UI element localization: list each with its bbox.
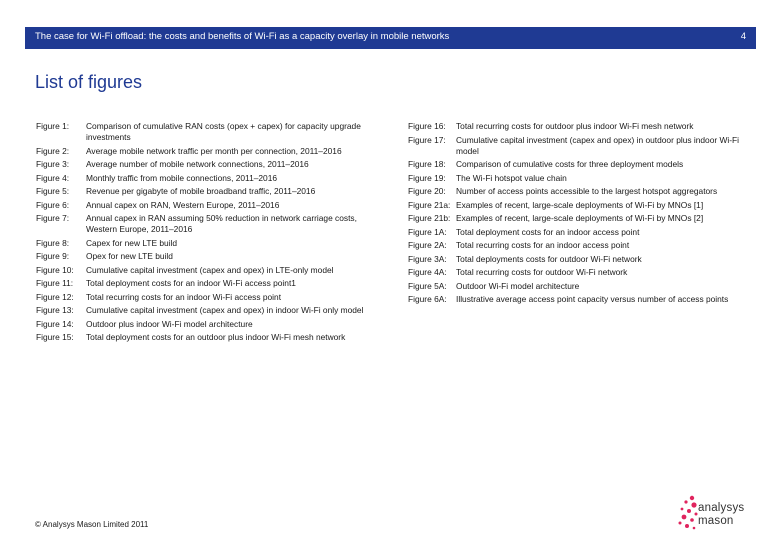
figures-list-right xyxy=(408,121,748,308)
figure-entry xyxy=(408,254,748,265)
figure-entry xyxy=(36,186,386,197)
figure-label: Figure 20: xyxy=(408,186,446,196)
figure-caption: Average number of mobile network connections, 2011–2016 xyxy=(86,159,309,169)
figure-label: Figure 13: xyxy=(36,305,74,315)
page-number: 4 xyxy=(740,31,746,42)
figure-label: Figure 19: xyxy=(408,172,446,183)
figure-label: Figure 3: xyxy=(36,159,70,169)
figure-caption: Total recurring costs for outdoor Wi-Fi network xyxy=(456,267,628,277)
figure-entry xyxy=(36,121,386,143)
figure-entry xyxy=(36,159,386,170)
figure-caption: Cumulative capital investment (capex and opex) in outdoor plus indoor Wi-Fi model xyxy=(456,134,740,156)
figure-label: Figure 6A: xyxy=(408,294,447,304)
figure-entry xyxy=(408,294,748,305)
figure-entry xyxy=(36,292,386,303)
figure-entry xyxy=(36,278,386,289)
figure-caption: The Wi-Fi hotspot value chain xyxy=(456,172,567,183)
figure-caption: Total deployments costs for outdoor Wi-Fi network xyxy=(456,253,642,264)
figure-entry xyxy=(408,135,748,157)
figure-caption: Capex for new LTE build xyxy=(86,237,178,248)
figure-caption: Total recurring costs for an indoor access point xyxy=(456,240,630,250)
figure-label: Figure 21a: xyxy=(408,199,451,210)
figure-entry xyxy=(36,265,386,276)
figure-label: Figure 4: xyxy=(36,172,70,183)
logo-word-mason: mason xyxy=(698,515,734,527)
figure-entry xyxy=(408,159,748,170)
figure-label: Figure 17: xyxy=(408,134,446,145)
figure-caption: Total deployment costs for an outdoor plus indoor Wi-Fi mesh network xyxy=(86,332,346,342)
figure-entry xyxy=(36,332,386,343)
logo-word-analysys: analysys xyxy=(698,502,745,514)
figure-label: Figure 5: xyxy=(36,186,70,196)
figure-entry xyxy=(36,173,386,184)
figure-entry xyxy=(36,200,386,211)
figure-label: Figure 16: xyxy=(408,121,446,131)
figure-entry xyxy=(408,227,748,238)
figure-label: Figure 11: xyxy=(36,278,74,288)
figure-label: Figure 9: xyxy=(36,251,70,261)
figure-entry xyxy=(36,251,386,262)
figure-entry xyxy=(408,281,748,292)
figure-caption: Comparison of cumulative RAN costs (opex + capex) for capacity upgrade investments xyxy=(86,121,361,142)
figures-list-left xyxy=(36,121,386,346)
figure-label: Figure 6: xyxy=(36,199,70,210)
figure-label: Figure 1A: xyxy=(408,226,447,237)
figure-caption: Cumulative capital investment (capex and opex) in LTE-only model xyxy=(86,264,334,275)
figure-entry xyxy=(408,240,748,251)
figure-label: Figure 18: xyxy=(408,159,446,169)
figure-caption: Total recurring costs for an indoor Wi-Fi access point xyxy=(86,291,282,302)
figure-caption: Total deployment costs for an indoor Wi-Fi access point1 xyxy=(86,278,296,288)
figure-caption: Average mobile network traffic per month per connection, 2011–2016 xyxy=(86,145,342,156)
figure-label: Figure 2A: xyxy=(408,240,447,250)
figure-label: Figure 14: xyxy=(36,318,74,329)
figure-label: Figure 3A: xyxy=(408,253,447,264)
figure-label: Figure 7: xyxy=(36,213,70,223)
footer-copyright: © Analysys Mason Limited 2011 xyxy=(35,520,149,529)
figure-caption: Illustrative average access point capacity versus number of access points xyxy=(456,294,729,304)
figure-caption: Examples of recent, large-scale deployments of Wi-Fi by MNOs [2] xyxy=(456,213,704,223)
figure-entry xyxy=(408,173,748,184)
figure-caption: Total deployment costs for an indoor access point xyxy=(456,226,640,237)
figure-entry xyxy=(36,146,386,157)
figure-caption: Outdoor plus indoor Wi-Fi model architecture xyxy=(86,318,253,329)
figure-label: Figure 15: xyxy=(36,332,74,342)
figure-label: Figure 21b: xyxy=(408,213,451,223)
figure-caption: Examples of recent, large-scale deployments of Wi-Fi by MNOs [1] xyxy=(456,199,704,210)
figure-label: Figure 8: xyxy=(36,237,70,248)
figure-entry xyxy=(408,213,748,224)
figure-caption: Comparison of cumulative costs for three deployment models xyxy=(456,159,684,169)
figure-label: Figure 12: xyxy=(36,291,74,302)
analysys-mason-logo xyxy=(672,492,752,532)
page-title: List of figures xyxy=(35,72,143,92)
figure-entry xyxy=(408,186,748,197)
figure-entry xyxy=(408,121,748,132)
figure-caption: Total recurring costs for outdoor plus indoor Wi-Fi mesh network xyxy=(456,121,694,131)
figure-label: Figure 5A: xyxy=(408,280,447,291)
figure-caption: Annual capex in RAN assuming 50% reduction in network carriage costs, Western Europe, 2011–2016 xyxy=(86,213,357,234)
figure-caption: Monthly traffic from mobile connections, 2011–2016 xyxy=(86,172,278,183)
figure-entry xyxy=(36,238,386,249)
figure-entry xyxy=(408,267,748,278)
document-title: The case for Wi-Fi offload: the costs and benefits of Wi-Fi as a capacity overlay in mobile networks xyxy=(35,31,450,42)
figure-entry xyxy=(36,305,386,316)
figure-label: Figure 4A: xyxy=(408,267,447,277)
figure-label: Figure 1: xyxy=(36,121,70,131)
figure-caption: Number of access points accessible to the largest hotspot aggregators xyxy=(456,186,718,196)
figure-caption: Annual capex on RAN, Western Europe, 2011–2016 xyxy=(86,199,280,210)
figure-caption: Outdoor Wi-Fi model architecture xyxy=(456,280,580,291)
figure-entry xyxy=(36,213,386,235)
figure-entry xyxy=(36,319,386,330)
figure-label: Figure 10: xyxy=(36,264,74,275)
figure-caption: Opex for new LTE build xyxy=(86,251,173,261)
figure-entry xyxy=(408,200,748,211)
header-bar xyxy=(25,27,756,49)
figure-caption: Revenue per gigabyte of mobile broadband traffic, 2011–2016 xyxy=(86,186,316,196)
figure-label: Figure 2: xyxy=(36,145,70,156)
figure-caption: Cumulative capital investment (capex and opex) in indoor Wi-Fi only model xyxy=(86,305,364,315)
